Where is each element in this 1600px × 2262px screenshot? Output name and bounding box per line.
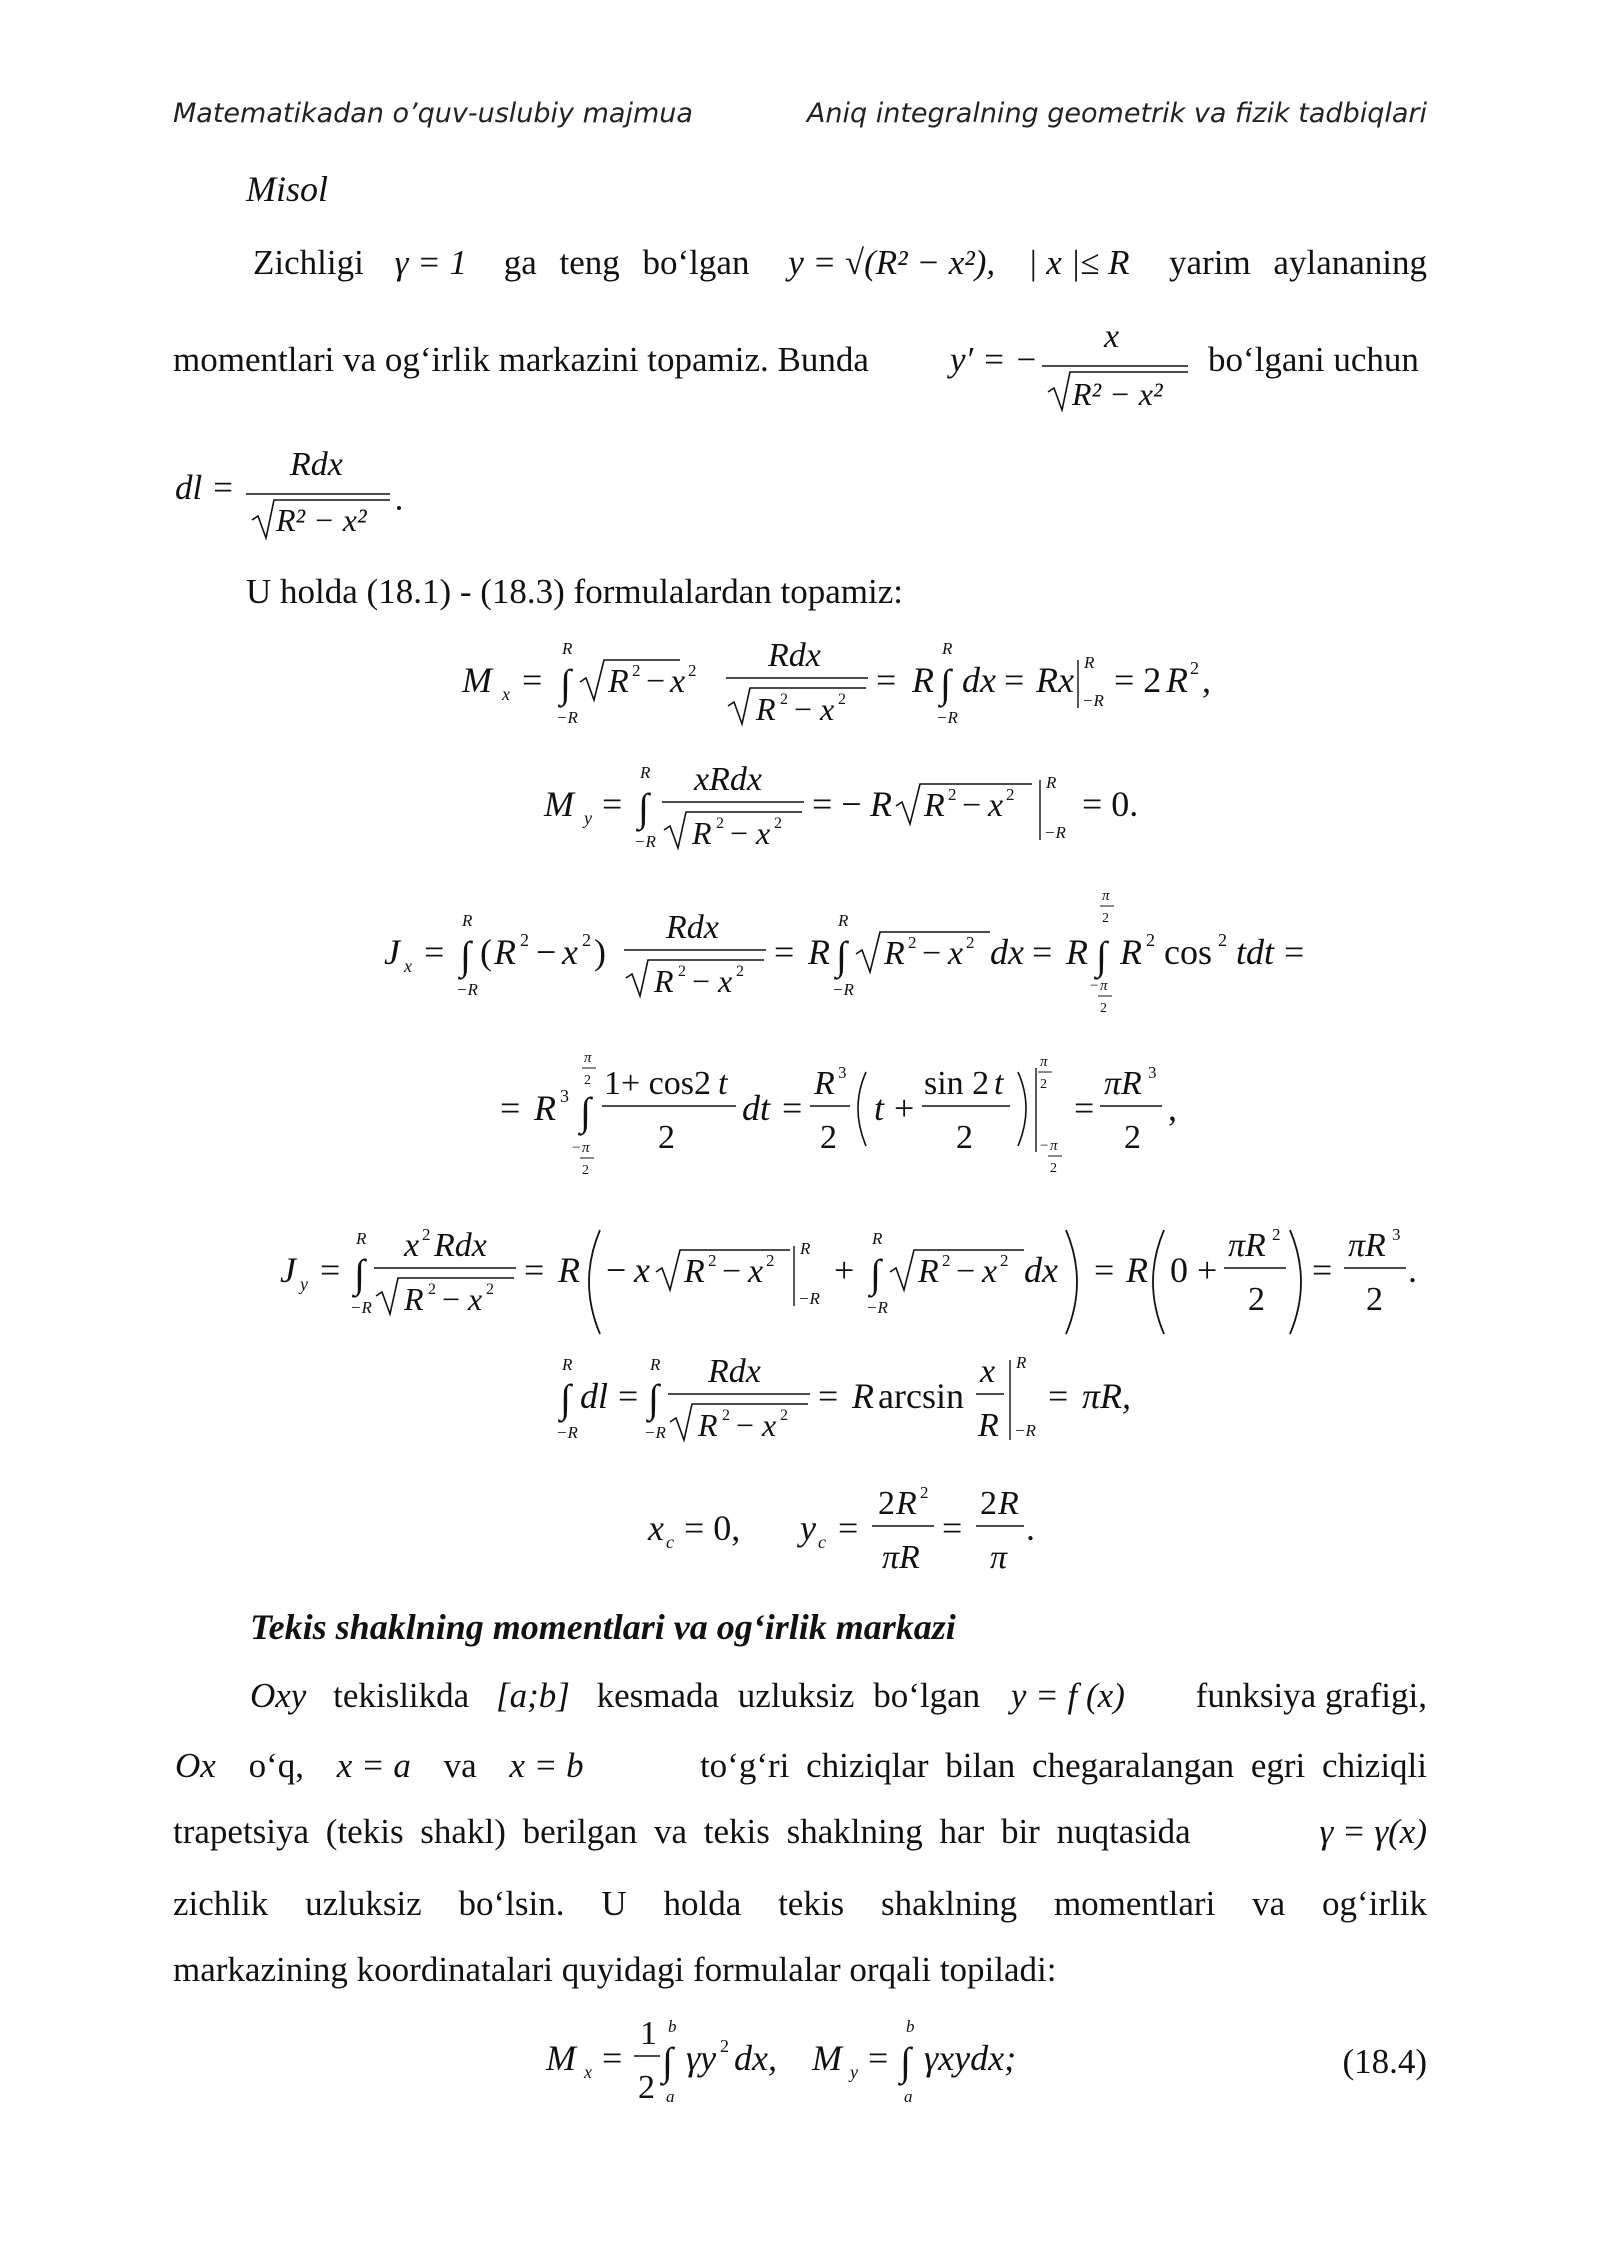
svg-text:2: 2 (966, 933, 975, 952)
svg-text:R: R (852, 1376, 874, 1416)
svg-text:+: + (834, 1250, 855, 1290)
svg-text:−R: −R (936, 708, 958, 727)
svg-text:M: M (462, 660, 492, 700)
text-togri-chiziqlar: to‘g‘ri chiziqlar bilan chegaralangan egri chiziqli (699, 1746, 1427, 1785)
equation-my (543, 761, 1138, 851)
svg-text:R: R (404, 1281, 424, 1317)
svg-text:x: x (980, 1353, 996, 1390)
svg-text:2: 2 (520, 930, 529, 950)
svg-text:=: = (942, 1508, 963, 1548)
svg-text:πR,: πR, (1082, 1376, 1132, 1416)
svg-text:2: 2 (780, 691, 788, 708)
svg-text:2: 2 (1050, 1161, 1057, 1176)
svg-text:∫: ∫ (580, 1089, 591, 1134)
section2-line-2 (175, 1746, 1427, 1786)
svg-text:2: 2 (820, 1119, 837, 1156)
svg-text:2: 2 (716, 815, 724, 832)
math-dl-denominator: R² − x² (276, 502, 367, 538)
svg-text:x: x (948, 935, 964, 972)
svg-text:−: − (572, 1140, 581, 1156)
svg-text:t: t (718, 1065, 728, 1102)
svg-text:−R: −R (1082, 691, 1104, 710)
svg-text:=: = (602, 2038, 623, 2078)
text-bolgani-uchun: bo‘lgani uchun (1208, 340, 1419, 379)
svg-text:R: R (942, 639, 953, 658)
svg-text:πR: πR (1104, 1065, 1142, 1102)
svg-text:R: R (998, 1485, 1019, 1522)
svg-text:M: M (544, 784, 574, 824)
equation-jx-line1 (384, 888, 1304, 1016)
svg-text:a: a (666, 2087, 675, 2106)
math-derivative-numerator: x (1104, 318, 1120, 355)
svg-text:R: R (808, 932, 830, 972)
svg-text:R: R (924, 787, 945, 824)
svg-text:M: M (546, 2038, 576, 2078)
text-oq: o‘q, (248, 1746, 304, 1785)
section-heading-moments: Tekis shaklning momentlari va og‘irlik markazi (250, 1607, 956, 1647)
math-dl-lhs: dl = (175, 468, 235, 507)
svg-text:π: π (1100, 978, 1108, 994)
svg-text:2: 2 (1100, 1001, 1107, 1016)
math-derivative-denominator: R² − x² (1072, 376, 1163, 412)
equation-jx-line2 (500, 1050, 1177, 1178)
svg-text:tdt: tdt (1236, 932, 1275, 972)
svg-text:∫: ∫ (900, 2039, 911, 2084)
svg-text:3: 3 (560, 1086, 569, 1106)
equation-number: (18.4) (1342, 2042, 1427, 2081)
svg-text:R: R (356, 1229, 367, 1248)
svg-text:2: 2 (878, 1485, 895, 1522)
svg-text:= 0,: = 0, (684, 1508, 741, 1548)
math-condition: | x |≤ R (1027, 243, 1130, 282)
svg-text:R: R (462, 911, 473, 930)
svg-text:2: 2 (908, 933, 917, 952)
math-interval: [a;b] (495, 1676, 570, 1715)
text-kesmada: kesmada uzluksiz bo‘lgan (596, 1676, 981, 1715)
svg-text:R: R (698, 1407, 718, 1443)
svg-text:dx: dx (1024, 1250, 1058, 1290)
svg-text:R: R (562, 1355, 573, 1374)
svg-text:R: R (1046, 773, 1057, 792)
math-semicircle-fn: y = √(R² − x²), (788, 243, 996, 282)
svg-text:2: 2 (1000, 1251, 1009, 1270)
svg-text:= 2: = 2 (1114, 660, 1162, 700)
svg-text:−: − (794, 691, 813, 727)
svg-text:a: a (904, 2087, 913, 2106)
svg-text:R: R (1016, 1353, 1027, 1372)
svg-text:=: = (782, 1088, 803, 1128)
svg-text:): ) (594, 932, 606, 972)
svg-text:R: R (1126, 1250, 1148, 1290)
svg-text:R: R (692, 815, 712, 851)
math-gamma-one: γ = 1 (394, 243, 467, 282)
svg-text:c: c (666, 1532, 674, 1552)
svg-text:−R: −R (832, 980, 854, 999)
math-ox: Ox (175, 1746, 216, 1785)
math-derivative-prefix: y′ = − (950, 340, 1038, 379)
svg-text:2: 2 (1248, 1281, 1265, 1318)
svg-text:x: x (502, 684, 510, 704)
svg-text:=: = (1284, 932, 1305, 972)
text-momentlari: momentlari va og‘irlik markazini topamiz. Bunda (173, 340, 869, 379)
svg-text:−R: −R (644, 1423, 666, 1442)
svg-text:t: t (994, 1065, 1004, 1102)
svg-text:x: x (982, 1253, 998, 1290)
svg-text:2: 2 (678, 963, 686, 980)
svg-text:∫: ∫ (648, 1376, 659, 1421)
svg-text:R: R (494, 932, 516, 972)
equation-18-4 (545, 2015, 1016, 2106)
svg-text:−R: −R (556, 708, 578, 727)
svg-text:=: = (1074, 1088, 1095, 1128)
svg-text:=: = (1094, 1250, 1115, 1290)
svg-text:2: 2 (980, 1485, 997, 1522)
section2-line-5: markazining koordinatalari quyidagi formulalar orqali topiladi: (173, 1950, 1057, 1989)
svg-text:x: x (468, 1281, 483, 1317)
svg-text:−R: −R (1044, 823, 1066, 842)
svg-text:=: = (602, 784, 623, 824)
header-right: Aniq integralning geometrik va fizik tadbiqlari (806, 98, 1427, 129)
svg-text:M: M (812, 2038, 842, 2078)
svg-text:sin 2: sin 2 (924, 1065, 990, 1102)
svg-text:=: = (524, 1250, 545, 1290)
svg-text:π: π (1040, 1054, 1048, 1070)
svg-text:−R: −R (556, 1423, 578, 1442)
svg-text:3: 3 (1148, 1063, 1157, 1082)
equation-mx (461, 637, 1211, 727)
math-y-fx: y = f (x) (1010, 1676, 1125, 1715)
svg-text:R: R (884, 935, 905, 972)
svg-text:R: R (838, 911, 849, 930)
svg-text:= 0.: = 0. (1082, 784, 1139, 824)
svg-text:cos: cos (1164, 932, 1212, 972)
svg-text:−: − (442, 1281, 461, 1317)
svg-text:2: 2 (428, 1281, 436, 1298)
svg-text:−R: −R (634, 832, 656, 851)
svg-text:R: R (756, 691, 776, 727)
svg-text:+: + (894, 1088, 915, 1128)
svg-text:π: π (584, 1050, 592, 1066)
svg-text:∫: ∫ (560, 1376, 571, 1421)
svg-text:π: π (1102, 888, 1110, 904)
svg-text:R: R (640, 763, 651, 782)
svg-text:=: = (1004, 660, 1025, 700)
svg-text:R: R (654, 963, 674, 999)
svg-text:R: R (534, 1088, 556, 1128)
math-oxy: Oxy (250, 1676, 307, 1715)
svg-text:dx: dx (990, 932, 1024, 972)
svg-text:=: = (424, 932, 445, 972)
svg-text:2: 2 (720, 2036, 729, 2056)
svg-text:x: x (404, 1227, 420, 1264)
section2-line-1 (250, 1676, 1427, 1716)
svg-text:2: 2 (422, 1225, 431, 1244)
svg-text:2: 2 (708, 1251, 717, 1270)
svg-text:x: x (404, 956, 412, 976)
svg-text:J: J (384, 932, 400, 972)
svg-text:Rx: Rx (1036, 660, 1074, 700)
svg-text:=: = (522, 660, 543, 700)
svg-text:2: 2 (1102, 911, 1109, 926)
svg-text:−R: −R (456, 980, 478, 999)
section2-line-3 (173, 1812, 1427, 1852)
svg-text:−R: −R (1014, 1421, 1036, 1440)
paragraph-line-3: U holda (18.1) - (18.3) formulalardan topamiz: (246, 572, 904, 611)
svg-text:y: y (800, 1508, 816, 1548)
svg-text:1: 1 (640, 2015, 657, 2052)
svg-text:R: R (912, 660, 934, 700)
svg-text:2: 2 (1006, 785, 1015, 804)
svg-text:π: π (582, 1140, 590, 1156)
svg-text:2: 2 (722, 1407, 730, 1424)
svg-text:R: R (870, 784, 892, 824)
svg-text:2: 2 (774, 815, 782, 832)
svg-text:∫: ∫ (870, 1251, 881, 1296)
svg-text:2: 2 (780, 1407, 788, 1424)
svg-text:∫: ∫ (354, 1251, 365, 1296)
svg-text:−: − (730, 815, 749, 851)
svg-text:πR: πR (882, 1539, 920, 1576)
svg-text:dx: dx (962, 660, 996, 700)
svg-text:2: 2 (584, 1073, 591, 1088)
svg-text:1+ cos2: 1+ cos2 (604, 1065, 711, 1102)
svg-text:−R: −R (866, 1298, 888, 1317)
svg-text:2: 2 (920, 1483, 929, 1502)
text-tekislikda: tekislikda (333, 1676, 470, 1715)
svg-text:R: R (872, 1229, 883, 1248)
svg-text:x: x (670, 663, 686, 700)
svg-text:=: = (774, 932, 795, 972)
svg-text:dt: dt (742, 1088, 771, 1128)
svg-text:,: , (1202, 660, 1211, 700)
svg-text:=: = (500, 1088, 521, 1128)
text-va: va (443, 1746, 477, 1785)
header-left: Matematikadan o’quv-uslubiy majmua (173, 98, 693, 129)
svg-text:y: y (584, 808, 592, 828)
text-zichligi: Zichligi (253, 243, 364, 282)
svg-text:0 +: 0 + (1170, 1250, 1218, 1290)
svg-text:Rdx: Rdx (768, 637, 821, 674)
svg-text:x: x (562, 932, 578, 972)
svg-text:2: 2 (1190, 658, 1199, 678)
svg-text:R: R (918, 1253, 939, 1290)
equation-jy (280, 1225, 1417, 1334)
svg-text:−R: −R (798, 1289, 820, 1308)
svg-text:2: 2 (736, 963, 744, 980)
svg-text:y: y (300, 1274, 308, 1294)
math-x-eq-a: x = a (336, 1746, 411, 1785)
svg-text:3: 3 (1392, 1225, 1401, 1244)
svg-text:=: = (818, 1376, 839, 1416)
svg-text:dx,: dx, (734, 2038, 777, 2078)
svg-text:γy: γy (686, 2038, 717, 2078)
svg-text:R: R (562, 639, 573, 658)
svg-text:x: x (648, 1508, 664, 1548)
svg-text:b: b (906, 2017, 915, 2036)
svg-text:−: − (962, 787, 982, 824)
text-ga-teng: ga teng bo‘lgan (503, 243, 750, 282)
svg-text:R: R (1084, 653, 1095, 672)
svg-text:2: 2 (632, 661, 641, 680)
svg-text:πR: πR (1228, 1227, 1266, 1264)
svg-text:=: = (1048, 1376, 1069, 1416)
svg-text:2: 2 (766, 1251, 775, 1270)
svg-text:R: R (978, 1407, 999, 1444)
text-funksiya-grafigi: funksiya grafigi, (1195, 1676, 1427, 1715)
svg-text:=: = (838, 1508, 859, 1548)
svg-text:−: − (1090, 978, 1099, 994)
svg-text:2: 2 (838, 691, 846, 708)
svg-text:t: t (874, 1088, 885, 1128)
svg-text:dl: dl (580, 1376, 609, 1416)
svg-text:2: 2 (956, 1119, 973, 1156)
svg-text:x: x (762, 1407, 777, 1443)
svg-text:c: c (818, 1532, 826, 1552)
svg-text:R: R (608, 663, 629, 700)
equation-center (647, 1483, 1035, 1576)
svg-text:−: − (646, 663, 666, 700)
svg-text:−: − (692, 963, 711, 999)
svg-text:−: − (722, 1253, 742, 1290)
svg-text:π: π (990, 1539, 1008, 1576)
svg-text:−: − (922, 935, 942, 972)
svg-text:−: − (956, 1253, 976, 1290)
svg-text:.: . (1026, 1508, 1035, 1548)
svg-text:2: 2 (948, 785, 957, 804)
svg-text:2: 2 (942, 1251, 951, 1270)
svg-text:=: = (876, 660, 897, 700)
svg-text:−R: −R (350, 1298, 372, 1317)
svg-text:R: R (800, 1239, 811, 1258)
svg-text:2: 2 (1272, 1225, 1281, 1244)
svg-text:2: 2 (582, 930, 591, 950)
svg-text:b: b (668, 2017, 677, 2036)
svg-text:2: 2 (1218, 930, 1227, 950)
svg-text:2: 2 (1366, 1281, 1383, 1318)
svg-text:R: R (1120, 932, 1142, 972)
svg-text:2: 2 (658, 1119, 675, 1156)
svg-text:3: 3 (838, 1063, 847, 1082)
svg-text:∫: ∫ (940, 661, 951, 706)
svg-text:x: x (634, 1250, 650, 1290)
svg-text:−: − (736, 1407, 755, 1443)
svg-text:2: 2 (1146, 930, 1155, 950)
svg-text:∫: ∫ (662, 2039, 673, 2084)
math-gamma-x: γ = γ(x) (1319, 1812, 1427, 1851)
svg-text:=: = (1032, 932, 1053, 972)
svg-text:2: 2 (582, 1163, 589, 1178)
svg-text:R: R (1066, 932, 1088, 972)
text-trapetsiya: trapetsiya (tekis shakl) berilgan va tekis shaklning har bir nuqtasida (173, 1812, 1191, 1851)
svg-text:x: x (748, 1253, 764, 1290)
svg-text:R: R (684, 1253, 705, 1290)
svg-text:.: . (1408, 1250, 1417, 1290)
svg-text:−: − (606, 1250, 627, 1290)
svg-text:,: , (1168, 1088, 1177, 1128)
svg-text:2: 2 (688, 661, 697, 680)
svg-text:R: R (650, 1355, 661, 1374)
svg-text:−: − (1040, 1138, 1049, 1154)
svg-text:(: ( (480, 932, 492, 972)
svg-text:R: R (814, 1065, 835, 1102)
section2-line-4: zichlik uzluksiz bo‘lsin. U holda tekis shaklning momentlari va og‘irlik (173, 1884, 1427, 1923)
svg-text:J: J (280, 1250, 296, 1290)
svg-text:=: = (618, 1376, 639, 1416)
svg-text:R: R (1166, 660, 1188, 700)
svg-text:∫: ∫ (460, 933, 471, 978)
svg-text:∫: ∫ (1096, 933, 1107, 978)
svg-text:xRdx: xRdx (694, 761, 762, 798)
svg-text:γxydx;: γxydx; (924, 2038, 1017, 2078)
svg-text:x: x (988, 787, 1004, 824)
svg-text:2: 2 (486, 1281, 494, 1298)
svg-text:Rdx: Rdx (708, 1353, 761, 1390)
svg-text:∫: ∫ (836, 933, 847, 978)
svg-text:∫: ∫ (638, 785, 649, 830)
svg-text:=: = (1312, 1250, 1333, 1290)
example-heading: Misol (246, 169, 329, 209)
svg-text:2: 2 (1124, 1119, 1141, 1156)
svg-text:2: 2 (638, 2069, 655, 2106)
equation-arc-length (556, 1353, 1131, 1444)
svg-text:−: − (536, 932, 557, 972)
svg-text:R: R (558, 1250, 580, 1290)
svg-text:x: x (820, 691, 835, 727)
svg-text:R: R (896, 1485, 917, 1522)
svg-text:x: x (718, 963, 733, 999)
svg-text:2: 2 (1040, 1077, 1047, 1092)
svg-text:x: x (584, 2062, 592, 2082)
math-x-eq-b: x = b (509, 1746, 584, 1785)
math-dl-numerator: Rdx (290, 446, 343, 483)
svg-text:=: = (868, 2038, 889, 2078)
svg-text:=: = (320, 1250, 341, 1290)
svg-text:arcsin: arcsin (878, 1376, 964, 1416)
text-yarim-aylananing: yarim aylananing (1169, 243, 1427, 282)
svg-text:x: x (756, 815, 771, 851)
svg-text:= −: = − (812, 784, 862, 824)
svg-text:∫: ∫ (560, 661, 571, 706)
svg-text:πR: πR (1348, 1227, 1386, 1264)
svg-text:π: π (1050, 1138, 1058, 1154)
svg-text:Rdx: Rdx (666, 909, 719, 946)
svg-text:y: y (850, 2062, 858, 2082)
svg-text:Rdx: Rdx (434, 1227, 487, 1264)
